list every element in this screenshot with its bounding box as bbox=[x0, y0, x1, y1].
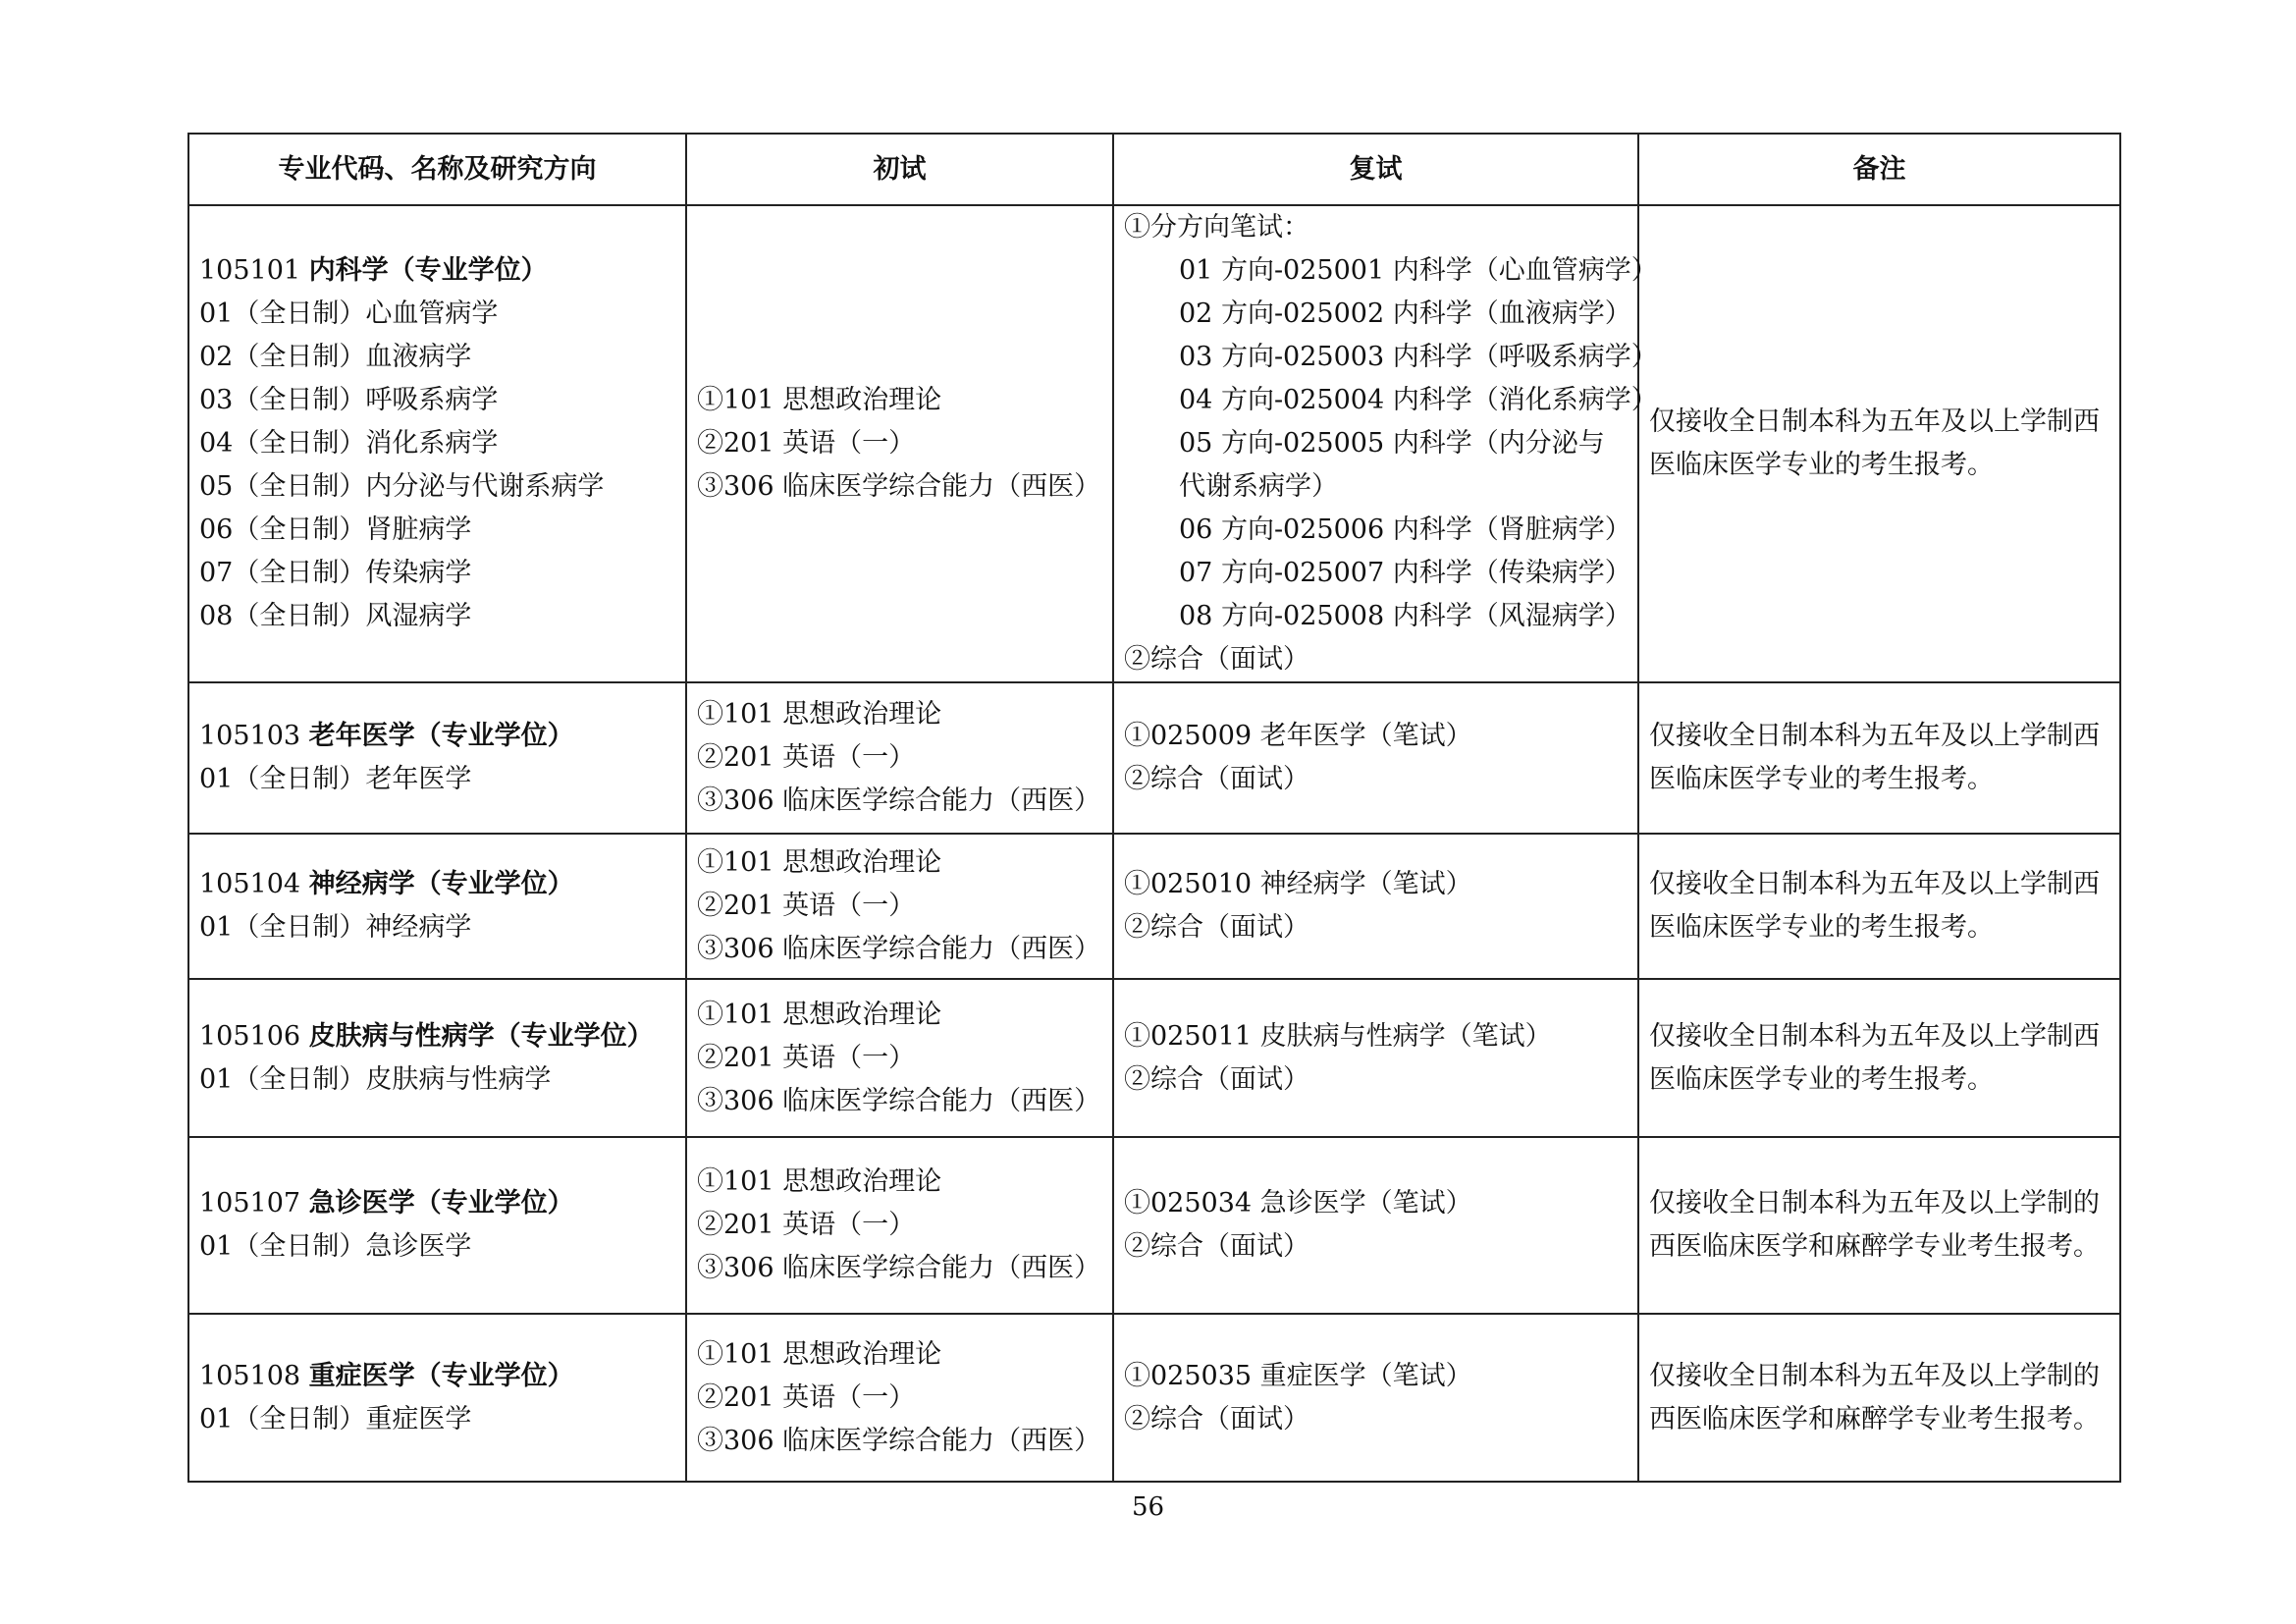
exam-subject: ②201 英语（一） bbox=[697, 428, 916, 459]
major-cell bbox=[188, 979, 686, 1137]
header-row bbox=[188, 134, 2120, 205]
major-name: 急诊医学（专业学位） bbox=[308, 1188, 574, 1218]
exam-subject: ③306 临床医学综合能力（西医） bbox=[697, 1253, 1101, 1283]
major-name: 神经病学（专业学位） bbox=[308, 869, 574, 899]
exam-subject: ③306 临床医学综合能力（西医） bbox=[697, 1425, 1101, 1456]
direction: 01（全日制）急诊医学 bbox=[199, 1231, 472, 1262]
retest-cell bbox=[1113, 1314, 1638, 1482]
major-cell bbox=[188, 1314, 686, 1482]
major-code: 105108 bbox=[199, 1360, 301, 1391]
direction: 02（全日制）血液病学 bbox=[199, 342, 472, 372]
retest-item: ②综合（面试） bbox=[1124, 1231, 1309, 1262]
note-cell: 仅接收全日制本科为五年及以上学制的西医临床医学和麻醉学专业考生报考。 bbox=[1638, 1137, 2120, 1314]
exam-subject: ①101 思想政治理论 bbox=[697, 385, 942, 415]
major-code: 105104 bbox=[199, 869, 301, 899]
direction: 07（全日制）传染病学 bbox=[199, 558, 472, 588]
admissions-table bbox=[187, 133, 2121, 1483]
exam-subject: ①101 思想政治理论 bbox=[697, 999, 942, 1030]
header-notes: 备注 bbox=[1638, 134, 2120, 205]
retest-item: 06 方向-025006 内科学（肾脏病学） bbox=[1179, 514, 1631, 545]
retest-item: ①025034 急诊医学（笔试） bbox=[1124, 1188, 1472, 1218]
exam-cell bbox=[686, 834, 1113, 979]
exam-subject: ①101 思想政治理论 bbox=[697, 699, 942, 730]
exam-subject: ③306 临床医学综合能力（西医） bbox=[697, 471, 1101, 502]
table-row bbox=[188, 834, 2120, 979]
major-code: 105106 bbox=[199, 1020, 301, 1052]
major-code: 105103 bbox=[199, 721, 301, 751]
table-row bbox=[188, 1137, 2120, 1314]
major-cell bbox=[188, 1137, 686, 1314]
exam-subject: ②201 英语（一） bbox=[697, 1210, 916, 1240]
note-cell: 仅接收全日制本科为五年及以上学制西医临床医学专业的考生报考。 bbox=[1638, 834, 2120, 979]
direction: 01（全日制）神经病学 bbox=[199, 912, 472, 943]
major-name: 重症医学（专业学位） bbox=[308, 1360, 574, 1391]
exam-cell bbox=[686, 1314, 1113, 1482]
direction: 01（全日制）心血管病学 bbox=[199, 298, 499, 329]
table-row bbox=[188, 979, 2120, 1137]
retest-cell bbox=[1113, 834, 1638, 979]
retest-item: ①025010 神经病学（笔试） bbox=[1124, 869, 1472, 899]
retest-item: 05 方向-025005 内科学（内分泌与代谢系病学） bbox=[1179, 428, 1605, 502]
direction: 06（全日制）肾脏病学 bbox=[199, 514, 472, 545]
exam-subject: ③306 临床医学综合能力（西医） bbox=[697, 1085, 1101, 1116]
major-name: 老年医学（专业学位） bbox=[308, 721, 574, 751]
retest-cell bbox=[1113, 682, 1638, 834]
direction: 01（全日制）皮肤病与性病学 bbox=[199, 1063, 552, 1095]
direction: 04（全日制）消化系病学 bbox=[199, 428, 499, 459]
exam-subject: ①101 思想政治理论 bbox=[697, 1338, 942, 1370]
exam-subject: ①101 思想政治理论 bbox=[697, 1166, 942, 1197]
major-name: 内科学（专业学位） bbox=[308, 255, 548, 286]
exam-subject: ②201 英语（一） bbox=[697, 1381, 916, 1413]
direction: 03（全日制）呼吸系病学 bbox=[199, 385, 499, 415]
exam-subject: ②201 英语（一） bbox=[697, 742, 916, 773]
header-initial-exam: 初试 bbox=[686, 134, 1113, 205]
header-retest: 复试 bbox=[1113, 134, 1638, 205]
major-name: 皮肤病与性病学（专业学位） bbox=[308, 1020, 654, 1052]
retest-item: ①025035 重症医学（笔试） bbox=[1124, 1360, 1472, 1391]
retest-item: ②综合（面试） bbox=[1124, 1403, 1309, 1435]
retest-item: 04 方向-025004 内科学（消化系病学） bbox=[1179, 385, 1658, 415]
note-cell: 仅接收全日制本科为五年及以上学制西医临床医学专业的考生报考。 bbox=[1638, 979, 2120, 1137]
page-number: 56 bbox=[1131, 1492, 1165, 1522]
major-cell bbox=[188, 205, 686, 682]
retest-item: 03 方向-025003 内科学（呼吸系病学） bbox=[1179, 342, 1658, 372]
retest-item: 02 方向-025002 内科学（血液病学） bbox=[1179, 298, 1631, 329]
exam-subject: ②201 英语（一） bbox=[697, 1042, 916, 1073]
header-major: 专业代码、名称及研究方向 bbox=[188, 134, 686, 205]
major-cell bbox=[188, 682, 686, 834]
note-cell: 仅接收全日制本科为五年及以上学制的西医临床医学和麻醉学专业考生报考。 bbox=[1638, 1314, 2120, 1482]
retest-cell bbox=[1113, 1137, 1638, 1314]
direction: 05（全日制）内分泌与代谢系病学 bbox=[199, 471, 605, 502]
exam-subject: ③306 临床医学综合能力（西医） bbox=[697, 785, 1101, 816]
retest-item: ②综合（面试） bbox=[1124, 1063, 1309, 1095]
direction: 01（全日制）老年医学 bbox=[199, 764, 472, 794]
retest-item: 08 方向-025008 内科学（风湿病学） bbox=[1179, 601, 1631, 631]
direction: 08（全日制）风湿病学 bbox=[199, 601, 472, 631]
direction: 01（全日制）重症医学 bbox=[199, 1403, 472, 1435]
retest-item: ①025011 皮肤病与性病学（笔试） bbox=[1124, 1020, 1552, 1052]
retest-item: ①025009 老年医学（笔试） bbox=[1124, 721, 1472, 751]
note-cell: 仅接收全日制本科为五年及以上学制西医临床医学专业的考生报考。 bbox=[1638, 682, 2120, 834]
note-cell: 仅接收全日制本科为五年及以上学制西医临床医学专业的考生报考。 bbox=[1638, 205, 2120, 682]
retest-head: ①分方向笔试： bbox=[1124, 212, 1309, 243]
retest-item: ②综合（面试） bbox=[1124, 764, 1309, 794]
exam-cell bbox=[686, 979, 1113, 1137]
retest-item: 07 方向-025007 内科学（传染病学） bbox=[1179, 558, 1631, 588]
major-cell bbox=[188, 834, 686, 979]
retest-item: ②综合（面试） bbox=[1124, 912, 1309, 943]
retest-cell bbox=[1113, 205, 1658, 682]
retest-cell bbox=[1113, 979, 1638, 1137]
exam-subject: ③306 临床医学综合能力（西医） bbox=[697, 934, 1101, 964]
exam-cell bbox=[686, 682, 1113, 834]
retest-item: 01 方向-025001 内科学（心血管病学） bbox=[1179, 255, 1658, 286]
retest-tail: ②综合（面试） bbox=[1124, 644, 1309, 675]
table-row bbox=[188, 682, 2120, 834]
exam-subject: ②201 英语（一） bbox=[697, 891, 916, 921]
exam-cell bbox=[686, 205, 1113, 682]
major-code: 105101 bbox=[199, 255, 301, 286]
major-code: 105107 bbox=[199, 1188, 301, 1218]
table-row bbox=[188, 1314, 2120, 1482]
exam-cell bbox=[686, 1137, 1113, 1314]
exam-subject: ①101 思想政治理论 bbox=[697, 847, 942, 878]
table-row bbox=[188, 205, 2120, 682]
